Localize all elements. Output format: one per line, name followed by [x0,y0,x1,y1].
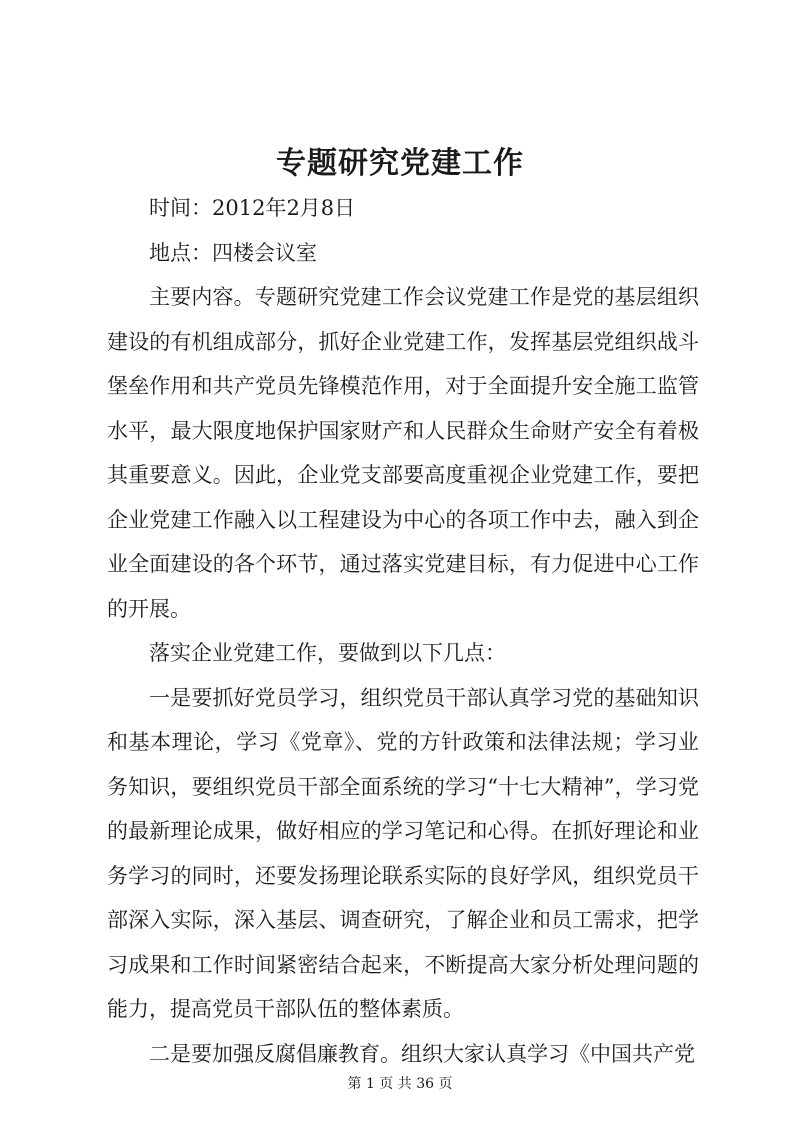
page-number-footer: 第 1 页 共 36 页 [347,1076,453,1092]
body-paragraph: 主要内容。专题研究党建工作会议党建工作是党的基层组织建设的有机组成部分，抓好企业党建工作，发挥基层党组织战斗堡垒作用和共产党员先锋模范作用，对于全面提升安全施工监管水平，最大限度地保护国家财产和人民群众生命财产安全有着极其重要意义。因此，企业党支部要高度重视企业党建工作，要把企业党建工作融入以工程建设为中心的各项工作中去，融入到企业全面建设的各个环节，通过落实党建目标，有力促进中心工作的开展。 [107,285,699,621]
body-paragraph: 二是要加强反腐倡廉教育。组织大家认真学习《中国共产党 [149,1041,695,1066]
document-body [107,186,699,1076]
body-paragraph: 一是要抓好党员学习，组织党员干部认真学习党的基础知识和基本理论，学习《党章》、党的方针政策和法律法规；学习业务知识，要组织党员干部全面系统的学习“十七大精神”，学习党的最新理论成果，做好相应的学习笔记和心得。在抓好理论和业务学习的同时，还要发扬理论联系实际的良好学风，组织党员干部深入实际，深入基层、调查研究，了解企业和员工需求，把学习成果和工作时间紧密结合起来，不断提高大家分析处理问题的能力，提高党员干部队伍的整体素质。 [107,685,699,1021]
body-paragraph: 落实企业党建工作，要做到以下几点： [149,641,506,665]
document-title: 专题研究党建工作 [276,146,524,181]
meeting-location: 地点：四楼会议室 [149,240,317,265]
meeting-time: 时间：2012年2月8日 [149,196,356,220]
